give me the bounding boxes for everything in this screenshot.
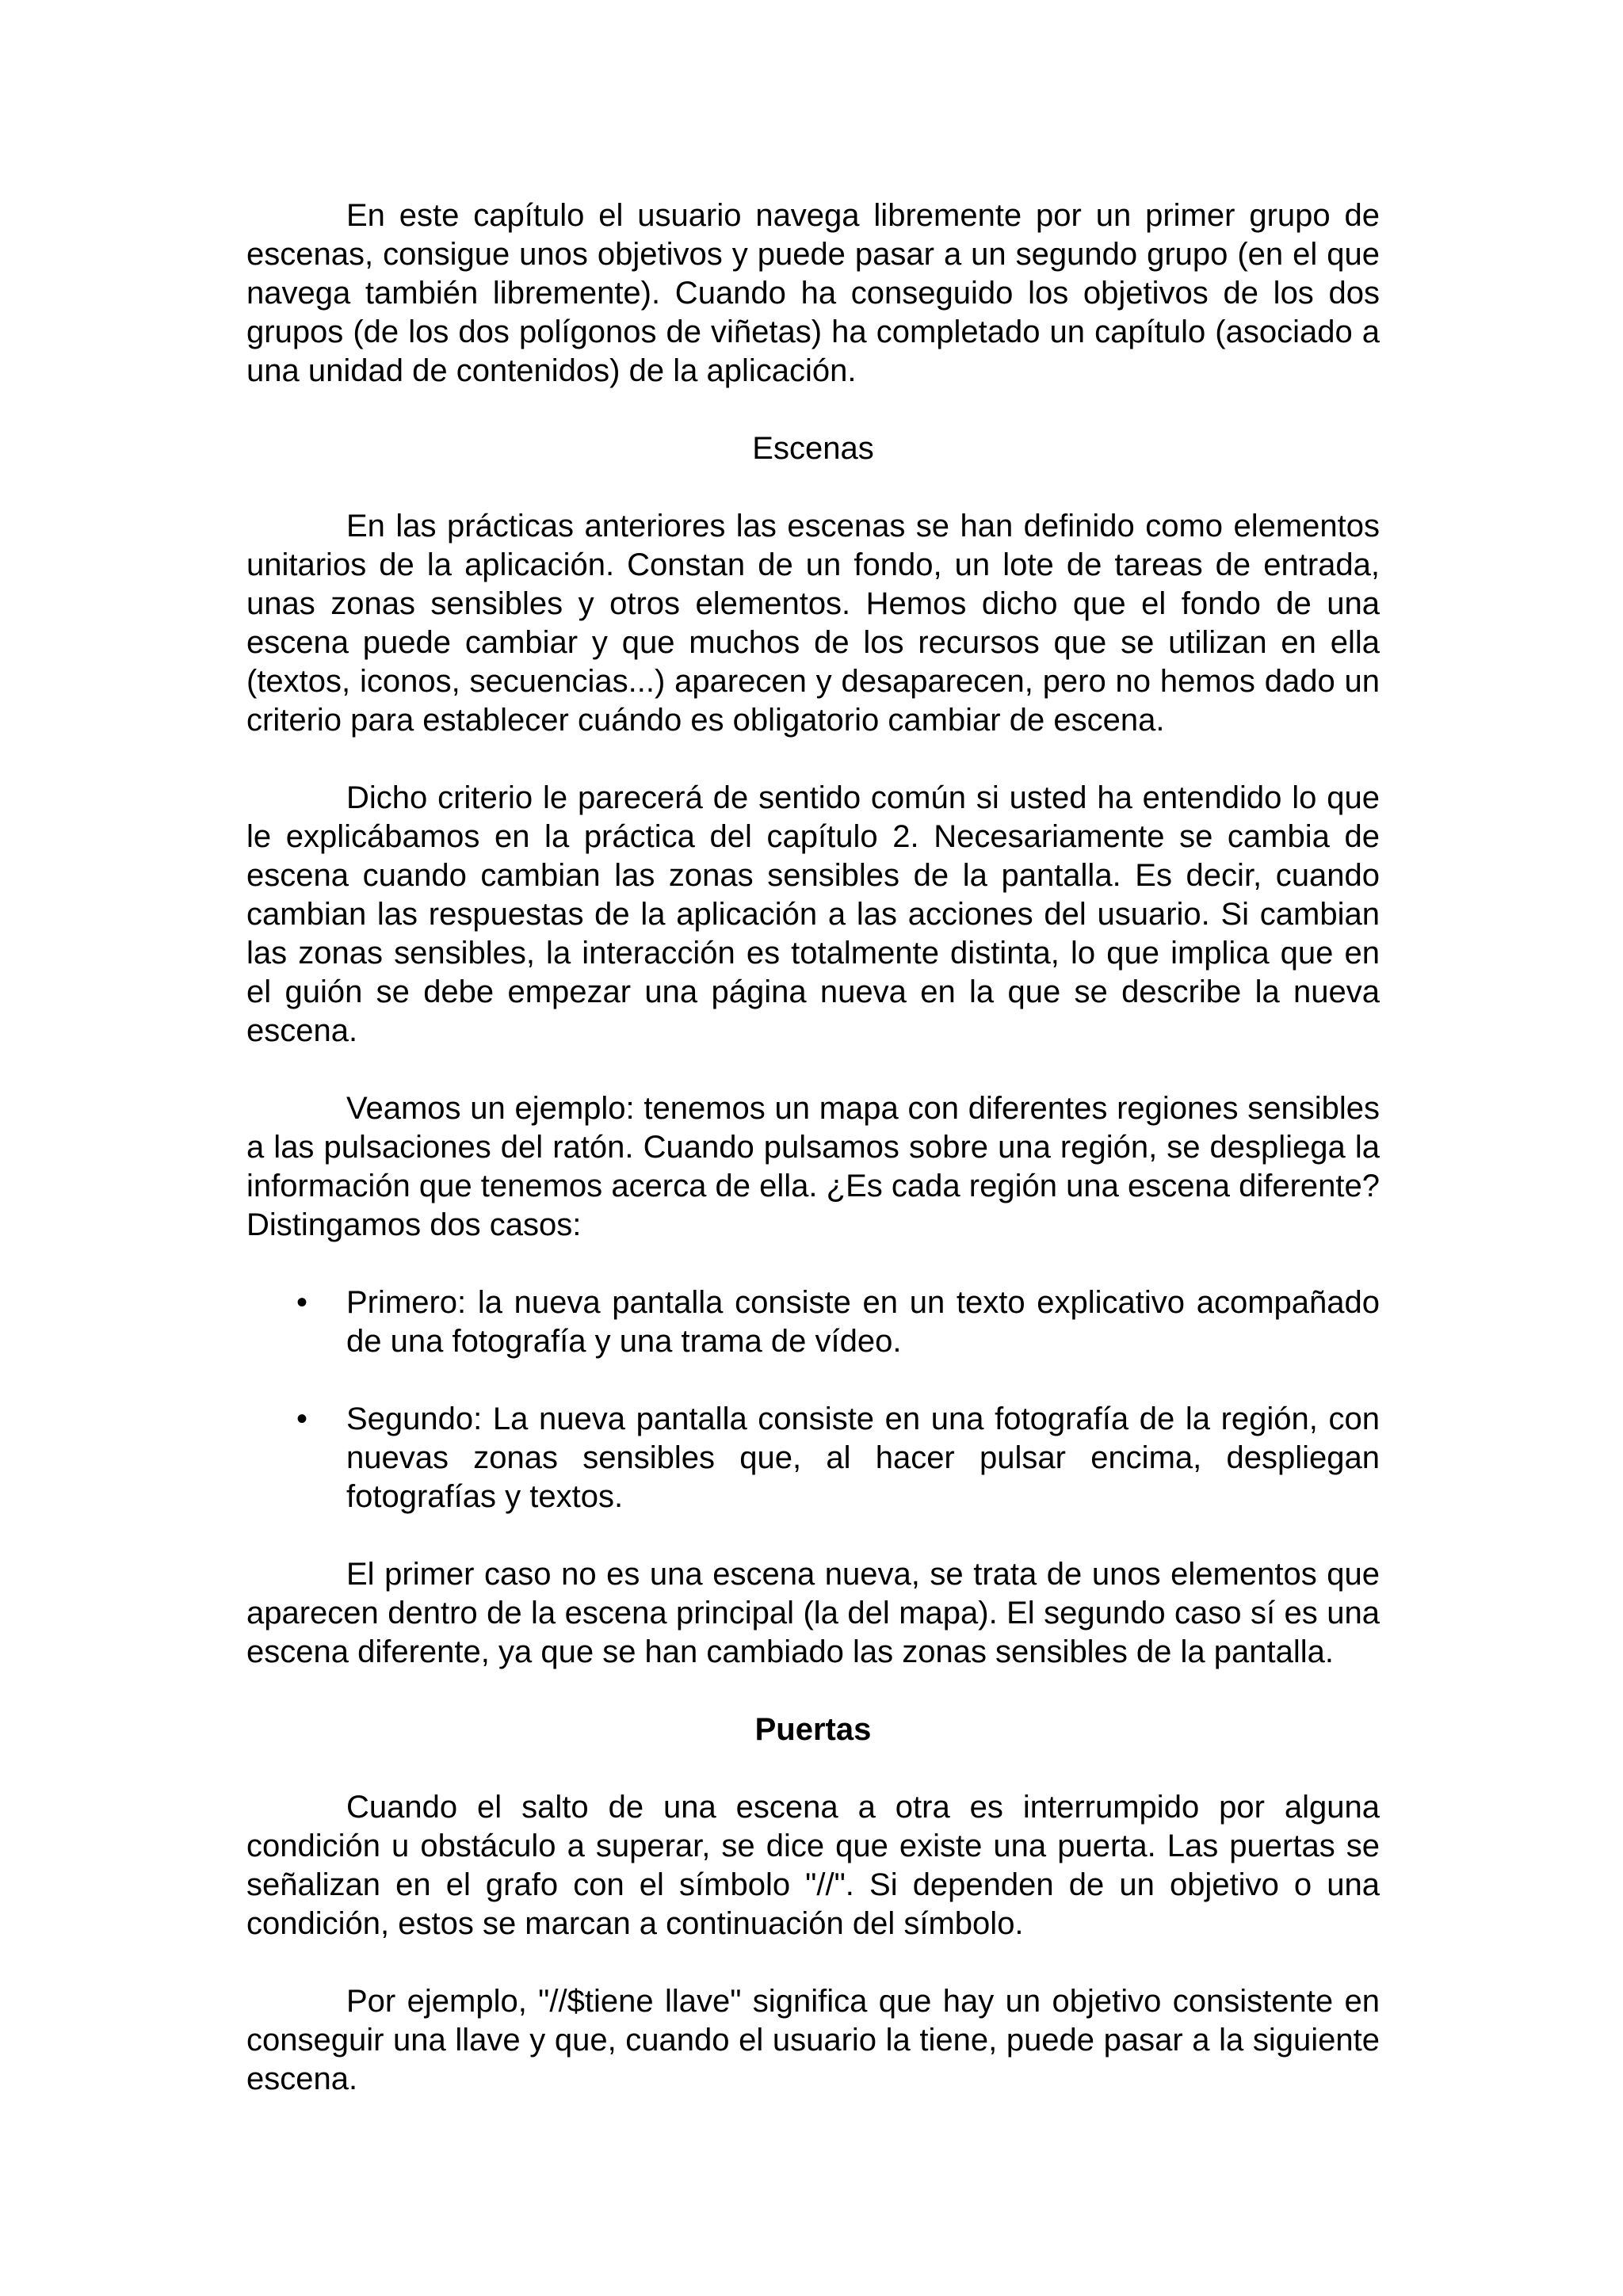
list-item	[246, 1400, 1380, 1516]
document-page	[246, 196, 1380, 2138]
puertas-paragraph-1: Cuando el salto de una escena a otra es interrumpido por alguna condición u obstáculo a superar, se dice que existe una puerta. Las puertas se señalizan en el grafo con el símbolo "//". Si dependen de un objetivo o una condición, estos se marcan a continuación del símbolo.	[246, 1790, 1380, 1941]
puertas-paragraph-2: Por ejemplo, "//$tiene llave" significa que hay un objetivo consistente en conseguir una llave y que, cuando el usuario la tiene, puede pasar a la siguiente escena.	[246, 1984, 1380, 2096]
heading-escenas: Escenas	[752, 431, 874, 466]
intro-paragraph: En este capítulo el usuario navega libremente por un primer grupo de escenas, consigue unos objetivos y puede pasar a un segundo grupo (en el que navega también libremente). Cuando ha conseguido los objetivos de los dos grupos (de los dos polígonos de viñetas) ha completado un capítulo (asociado a una unidad de contenidos) de la aplicación.	[246, 198, 1380, 388]
escenas-paragraph-1: En las prácticas anteriores las escenas se han definido como elementos unitarios de la aplicación. Constan de un fondo, un lote de tareas de entrada, unas zonas sensibles y otros elementos. Hemos dicho que el fondo de una escena puede cambiar y que muchos de los recursos que se utilizan en ella (textos, iconos, secuencias...) aparecen y desaparecen, pero no hemos dado un criterio para establecer cuándo es obligatorio cambiar de escena.	[246, 509, 1380, 738]
list-item-text: Segundo: La nueva pantalla consiste en una fotografía de la región, con nuevas zonas sensibles que, al hacer pulsar encima, despliegan fotografías y textos.	[346, 1402, 1380, 1514]
bullet-icon: •	[296, 1285, 308, 1320]
list-item-text: Primero: la nueva pantalla consiste en un texto explicativo acompañado de una fotografía y una trama de vídeo.	[346, 1285, 1380, 1359]
escenas-paragraph-3: Veamos un ejemplo: tenemos un mapa con diferentes regiones sensibles a las pulsaciones del ratón. Cuando pulsamos sobre una región, se despliega la información que tenemos acerca de ella. ¿Es cada región una escena diferente? Distingamos dos casos:	[246, 1091, 1380, 1242]
bullet-icon: •	[296, 1402, 308, 1436]
heading-puertas: Puertas	[754, 1712, 872, 1747]
cases-list	[246, 1283, 1380, 1516]
list-item	[246, 1283, 1380, 1361]
escenas-paragraph-4: El primer caso no es una escena nueva, se trata de unos elementos que aparecen dentro de la escena principal (la del mapa). El segundo caso sí es una escena diferente, ya que se han cambiado las zonas sensibles de la pantalla.	[246, 1557, 1380, 1669]
escenas-paragraph-2: Dicho criterio le parecerá de sentido común si usted ha entendido lo que le explicábamos en la práctica del capítulo 2. Necesariamente se cambia de escena cuando cambian las zonas sensibles de la pantalla. Es decir, cuando cambian las respuestas de la aplicación a las acciones del usuario. Si cambian las zonas sensibles, la interacción es totalmente distinta, lo que implica que en el guión se debe empezar una página nueva en la que se describe la nueva escena.	[246, 780, 1380, 1048]
